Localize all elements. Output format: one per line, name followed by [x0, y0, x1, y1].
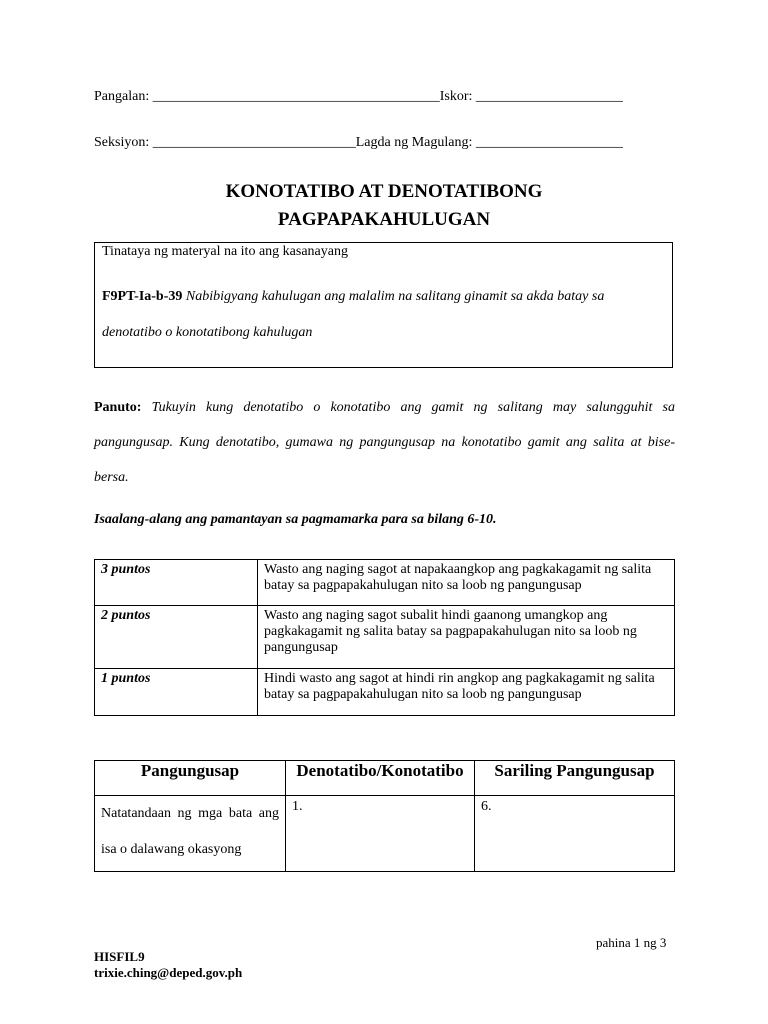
- rubric-points: 1 puntos: [95, 669, 258, 716]
- rubric-row: [95, 560, 675, 606]
- footer-info: [94, 949, 242, 981]
- page-title: KONOTATIBO AT DENOTATIBONG PAGPAPAKAHULUGAN: [225, 181, 543, 230]
- rubric-desc: Wasto ang naging sagot at napakaangkop ang pagkakagamit ng salita batay sa pagpapakahulugan nito sa loob ng pangungusap: [258, 560, 675, 606]
- header-pangungusap: Pangungusap: [95, 761, 286, 796]
- competency-line: [102, 289, 604, 305]
- rubric-row: [95, 606, 675, 669]
- rubric-note: Isaalang-alang ang pamantayan sa pagmamarka para sa bilang 6-10.: [94, 512, 497, 527]
- answer-cell-6[interactable]: 6.: [475, 796, 675, 872]
- instructions: [94, 390, 675, 495]
- page-number: pahina 1 ng 3: [596, 935, 667, 950]
- rubric-points: 2 puntos: [95, 606, 258, 669]
- competency-desc-2: denotatibo o konotatibong kahulugan: [102, 325, 313, 340]
- sentence-cell: Natatandaan ng mga bata ang isa o dalawang okasyong: [95, 796, 286, 872]
- footer-code: HISFIL9: [94, 949, 145, 964]
- competency-intro: Tinataya ng materyal na ito ang kasanayang: [102, 244, 348, 259]
- rubric-desc: Wasto ang naging sagot subalit hindi gaanong umangkop ang pagkakagamit ng salita batay sa pagpapakahulugan nito sa loob ng pangungusap: [258, 606, 675, 669]
- section-signature-line: Seksiyon: _____________________________Lagda ng Magulang: _____________________: [94, 135, 623, 150]
- competency-box: [94, 242, 673, 368]
- footer-email: trixie.ching@deped.gov.ph: [94, 965, 243, 980]
- competency-code: F9PT-Ia-b-39: [102, 289, 183, 304]
- header-sariling-pangungusap: Sariling Pangungusap: [475, 761, 675, 796]
- answer-table-header: [95, 761, 675, 796]
- rubric-points: 3 puntos: [95, 560, 258, 606]
- table-row: [95, 796, 675, 872]
- name-score-line: Pangalan: _________________________________________Iskor: _____________________: [94, 89, 623, 104]
- header-denotatibo-konotatibo: Denotatibo/Konotatibo: [286, 761, 475, 796]
- answer-table: [94, 760, 675, 872]
- instructions-text: Tukuyin kung denotatibo o konotatibo ang gamit ng salitang may salungguhit sa pangungusap. Kung denotatibo, gumawa ng pangungusap na konotatibo gamit ang salita at bise-bersa.: [94, 400, 676, 485]
- rubric-row: [95, 669, 675, 716]
- answer-cell-1[interactable]: 1.: [286, 796, 475, 872]
- rubric-desc: Hindi wasto ang sagot at hindi rin angkop ang pagkakagamit ng salita batay sa pagpapakahulugan nito sa loob ng pangungusap: [258, 669, 675, 716]
- instructions-label: Panuto:: [94, 400, 142, 415]
- competency-desc-1: Nabibigyang kahulugan ang malalim na salitang ginamit sa akda batay sa: [185, 289, 605, 304]
- rubric-table: [94, 559, 675, 716]
